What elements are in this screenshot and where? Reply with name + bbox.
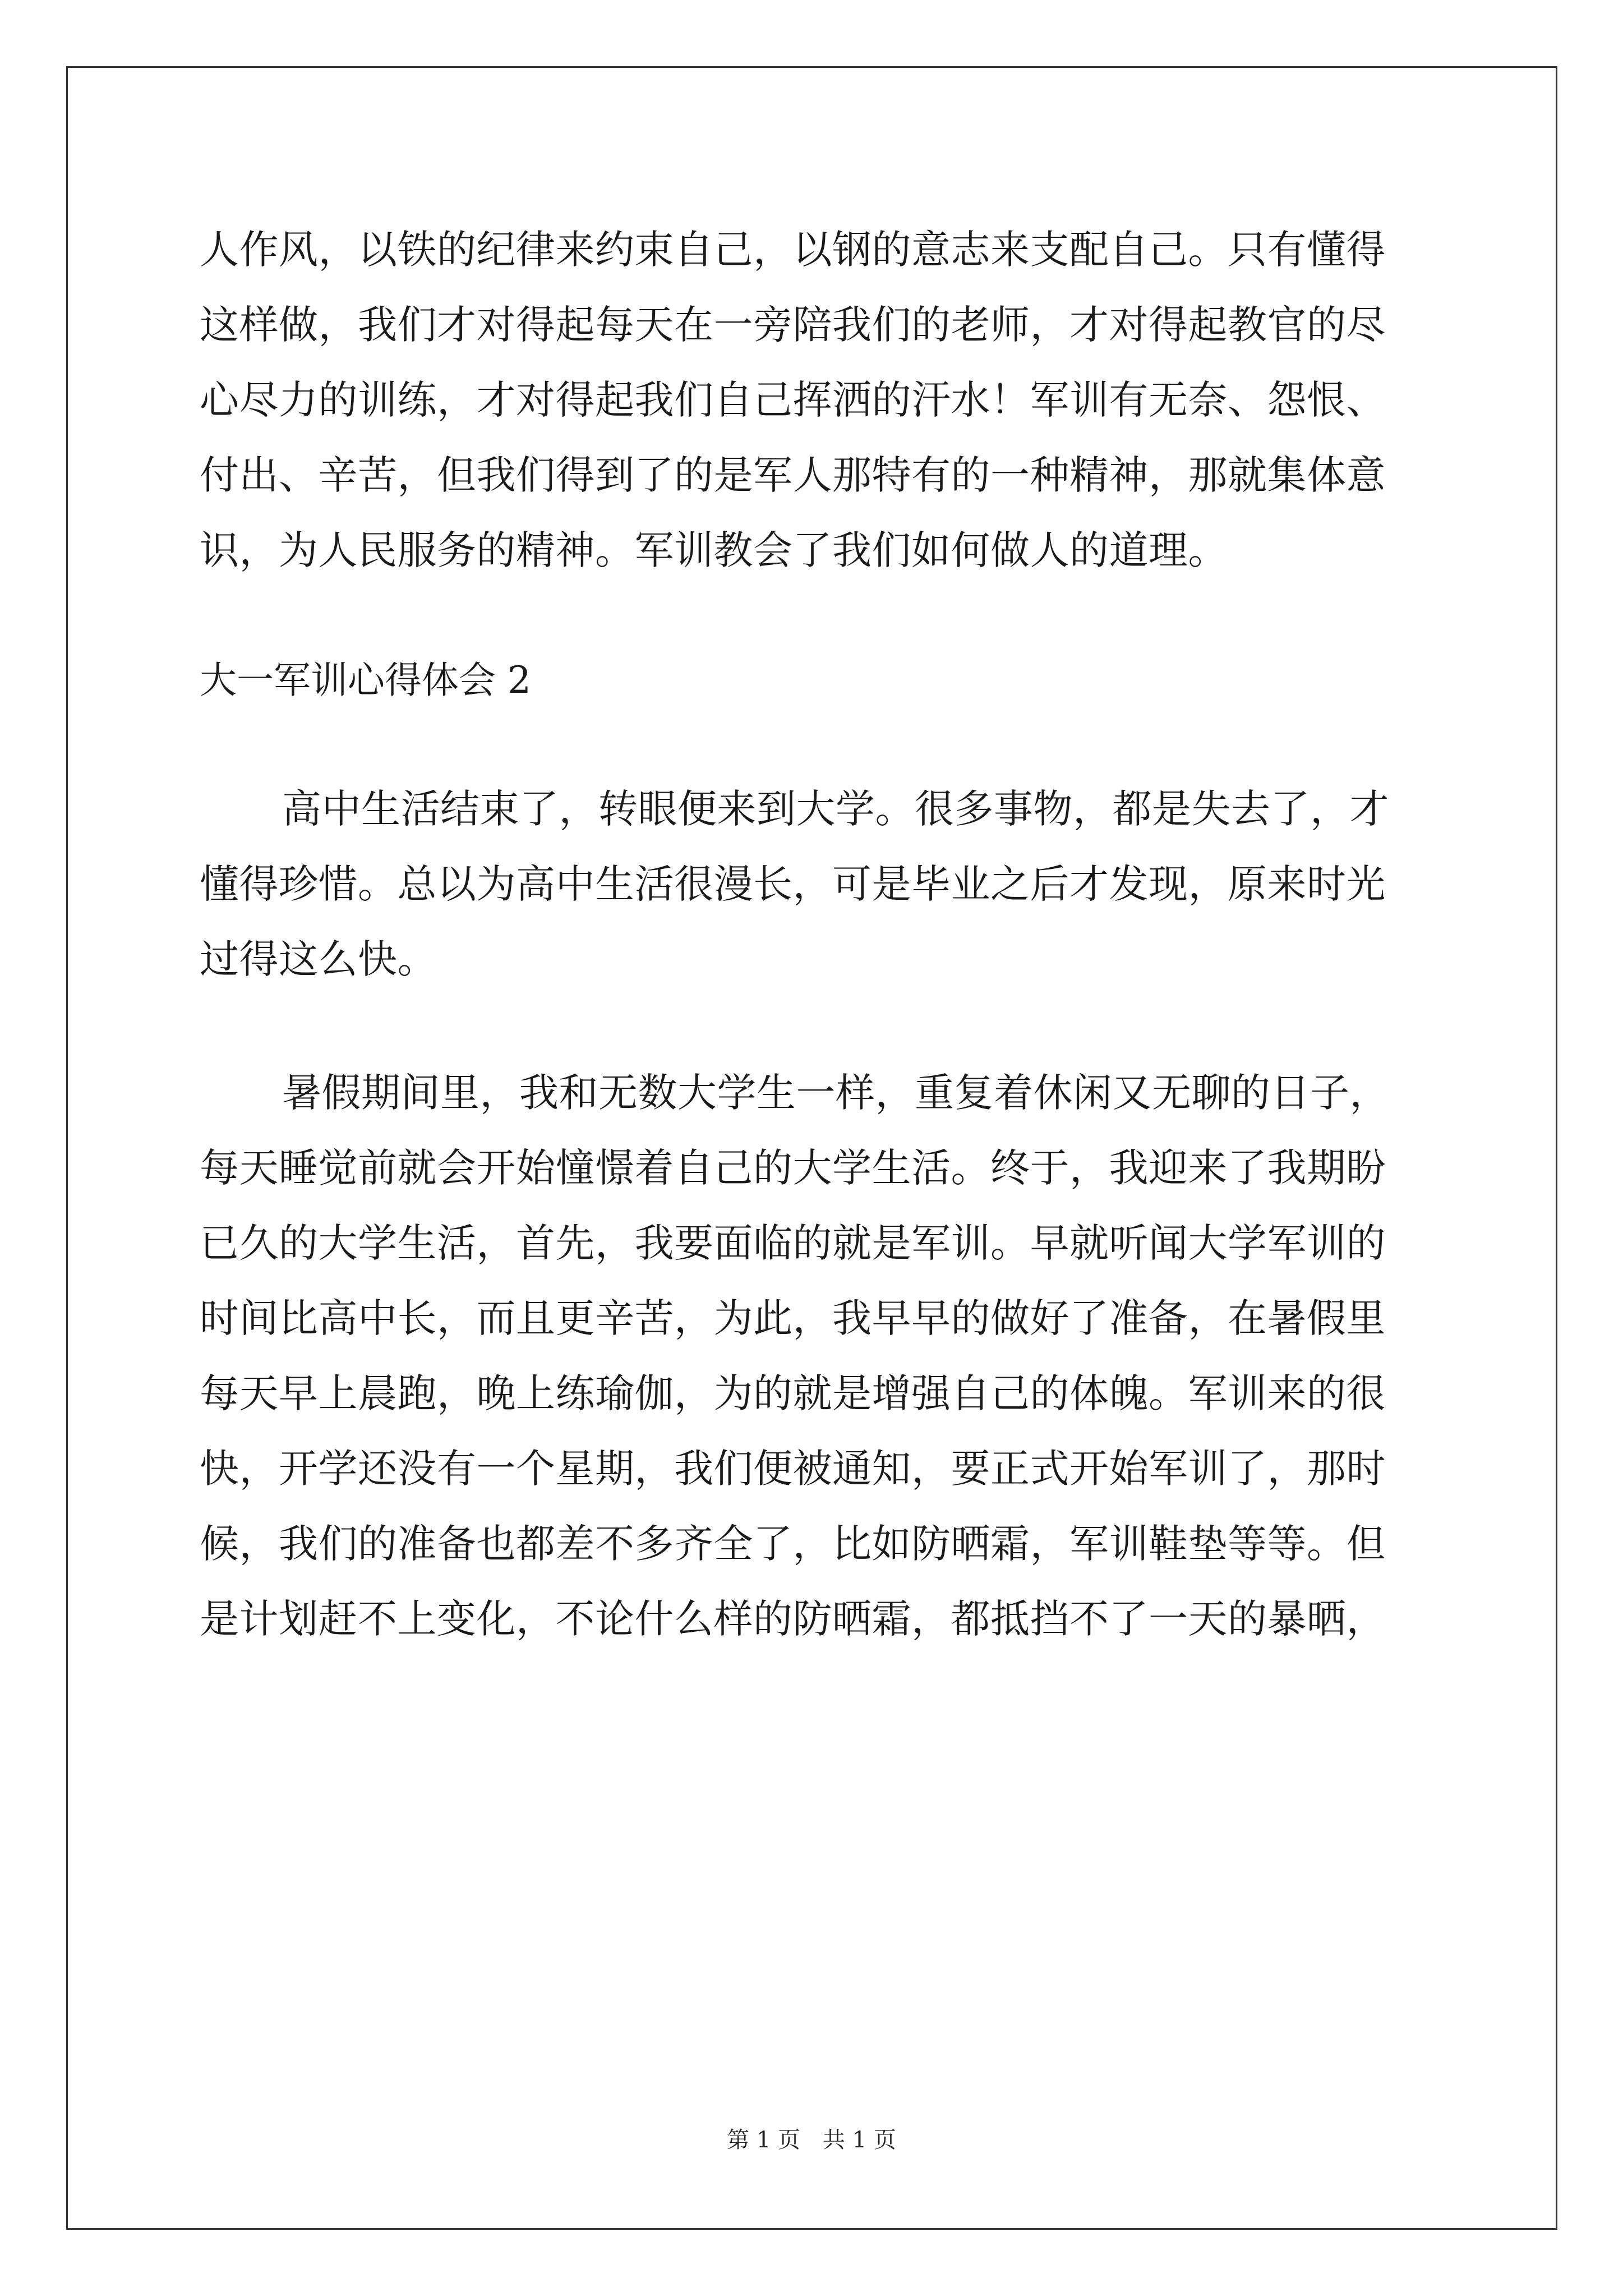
text-line: 人作风，以铁的纪律来约束自己，以钢的意志来支配自己。只有懂得 bbox=[200, 227, 1386, 273]
text-line: 懂得珍惜。总以为高中生活很漫长，可是毕业之后才发现，原来时光 bbox=[200, 861, 1386, 907]
section-heading: 大一军训心得体会 2 bbox=[200, 659, 531, 702]
text-line: 已久的大学生活，首先，我要面临的就是军训。早就听闻大学军训的 bbox=[200, 1220, 1386, 1266]
text-line: 每天早上晨跑，晚上练瑜伽，为的就是增强自己的体魄。军训来的很 bbox=[200, 1370, 1386, 1416]
text-line: 时间比高中长，而且更辛苦，为此，我早早的做好了准备，在暑假里 bbox=[200, 1295, 1386, 1341]
text-line: 暑假期间里，我和无数大学生一样，重复着休闲又无聊的日子， bbox=[282, 1070, 1389, 1116]
text-line: 每天睡觉前就会开始憧憬着自己的大学生活。终于，我迎来了我期盼 bbox=[200, 1145, 1386, 1191]
text-line: 心尽力的训练，才对得起我们自己挥洒的汗水！军训有无奈、怨恨、 bbox=[200, 377, 1386, 423]
text-line: 识，为人民服务的精神。军训教会了我们如何做人的道理。 bbox=[200, 527, 1228, 573]
text-line: 候，我们的准备也都差不多齐全了，比如防晒霜，军训鞋垫等等。但 bbox=[200, 1521, 1386, 1567]
page-footer: 第 1 页 共 1 页 bbox=[727, 2127, 896, 2153]
text-line: 高中生活结束了，转眼便来到大学。很多事物，都是失去了，才 bbox=[282, 786, 1389, 832]
text-line: 快，开学还没有一个星期，我们便被通知，要正式开始军训了，那时 bbox=[200, 1446, 1386, 1492]
text-line: 是计划赶不上变化，不论什么样的防晒霜，都抵挡不了一天的暴晒， bbox=[200, 1596, 1386, 1642]
text-line: 付出、辛苦，但我们得到了的是军人那特有的一种精神，那就集体意 bbox=[200, 452, 1386, 498]
text-line: 这样做，我们才对得起每天在一旁陪我们的老师，才对得起教官的尽 bbox=[200, 302, 1386, 348]
text-line: 过得这么快。 bbox=[200, 936, 437, 982]
